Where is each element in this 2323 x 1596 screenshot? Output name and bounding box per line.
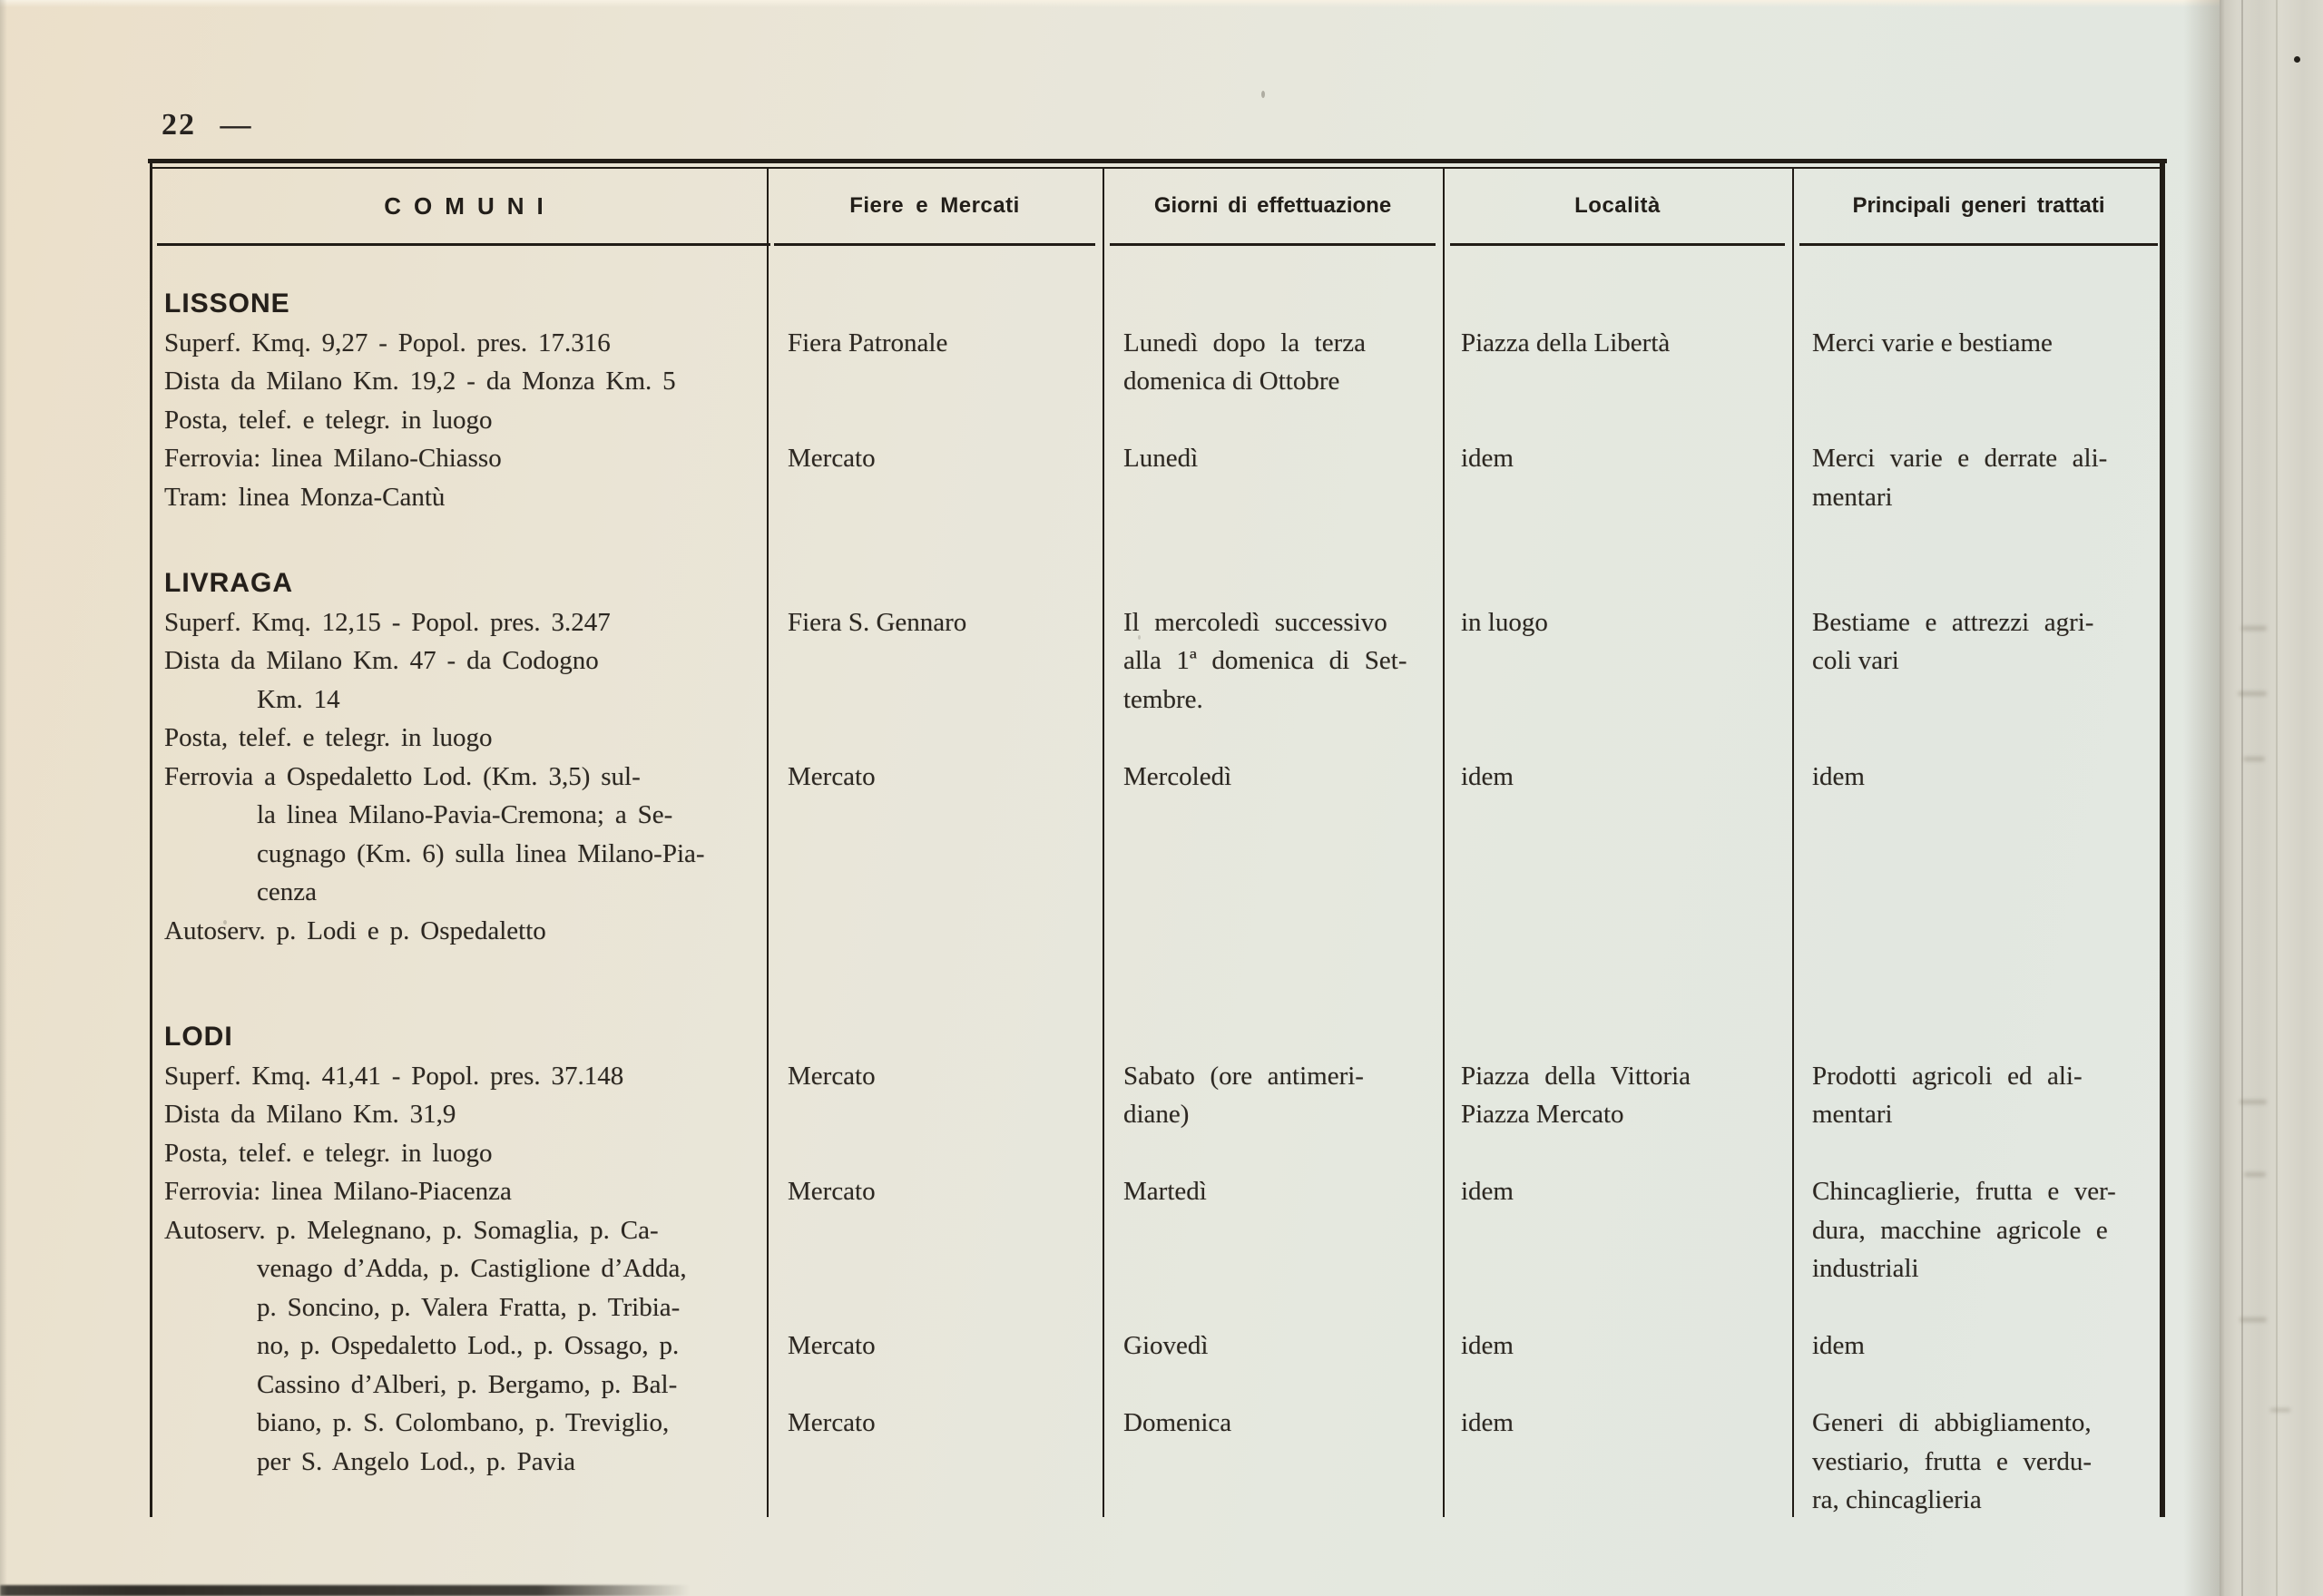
cell-line: Martedì: [1123, 1177, 1207, 1206]
info-line: cenza: [257, 877, 317, 906]
localita-cell: [1461, 439, 1780, 478]
cell-line: Giovedì: [1123, 1331, 1209, 1360]
info-line: biano, p. S. Colombano, p. Treviglio,: [257, 1408, 670, 1437]
header-cell-comuni: COMUNI: [157, 169, 770, 246]
comuni-column: [164, 1018, 756, 1481]
info-line: Dista da Milano Km. 31,9: [164, 1100, 456, 1129]
giorni-cell: [1123, 1172, 1434, 1211]
info-line: Dista da Milano Km. 47 - da Codogno: [164, 646, 599, 675]
localita-cell: [1461, 324, 1780, 363]
info-line: venago d’Adda, p. Castiglione d’Adda,: [257, 1254, 687, 1283]
fairs-markets-table: [150, 159, 2165, 1517]
generi-cell: [1812, 1057, 2162, 1134]
bleedthrough-mark: [2241, 626, 2267, 631]
cell-line: diane): [1123, 1100, 1190, 1129]
generi-cell: [1812, 324, 2162, 363]
info-line: Dista da Milano Km. 19,2 - da Monza Km. 5: [164, 367, 676, 396]
cell-line: alla 1ª domenica di Set-: [1123, 646, 1407, 675]
ink-dot: [2294, 56, 2300, 63]
cell-line: Generi di abbigliamento,: [1812, 1408, 2092, 1437]
cell-line: idem: [1461, 1177, 1514, 1206]
header-cell-localita: Località: [1450, 169, 1785, 246]
info-line: Posta, telef. e telegr. in luogo: [164, 723, 493, 752]
info-line: Autoserv. p. Melegnano, p. Somaglia, p. Ca-: [164, 1215, 659, 1245]
giorni-cell: [1123, 439, 1434, 478]
info-line: Superf. Kmq. 9,27 - Popol. pres. 17.316: [164, 328, 611, 357]
commune-name: LIVRAGA: [164, 568, 293, 598]
cell-line: tembre.: [1123, 684, 1203, 714]
info-line: Superf. Kmq. 41,41 - Popol. pres. 37.148: [164, 1061, 624, 1091]
photo-bottom-shadow: [0, 1585, 690, 1596]
info-line: Autoserv. p. Lodi e p. Ospedaletto: [164, 915, 546, 945]
cell-line: Mercato: [788, 761, 876, 791]
comuni-column: [164, 285, 756, 516]
localita-cell: [1461, 1404, 1780, 1443]
speck: [1138, 635, 1141, 640]
table-body: [150, 243, 2165, 1517]
generi-cell: [1812, 1404, 2162, 1520]
bleedthrough-mark: [2238, 691, 2267, 696]
info-line: Tram: linea Monza-Cantù: [164, 482, 446, 512]
fiera-cell: [788, 1404, 1093, 1443]
localita-cell: [1461, 603, 1780, 642]
localita-cell: [1461, 1172, 1780, 1211]
info-line: cugnago (Km. 6) sulla linea Milano-Pia-: [257, 838, 705, 868]
fiera-cell: [788, 758, 1093, 797]
info-line: Km. 14: [257, 684, 340, 714]
cell-line: mentari: [1812, 1100, 1893, 1129]
cell-line: Mercato: [788, 1408, 876, 1437]
cell-line: industriali: [1812, 1254, 1919, 1283]
info-line: Posta, telef. e telegr. in luogo: [164, 1138, 493, 1168]
bleedthrough-mark: [2240, 1317, 2267, 1322]
giorni-cell: [1123, 1404, 1434, 1443]
table-top-border: [148, 159, 2167, 163]
localita-cell: [1461, 1057, 1780, 1134]
commune-name: LISSONE: [164, 289, 290, 318]
comuni-column: [164, 564, 756, 950]
cell-line: in luogo: [1461, 607, 1548, 637]
fiera-cell: [788, 1327, 1093, 1366]
fiera-cell: [788, 1172, 1093, 1211]
info-line: Superf. Kmq. 12,15 - Popol. pres. 3.247: [164, 607, 611, 637]
fiera-cell: [788, 324, 1093, 363]
generi-cell: [1812, 758, 2162, 797]
bleedthrough-mark: [2243, 757, 2265, 761]
fiera-cell: [788, 439, 1093, 478]
info-line: per S. Angelo Lod., p. Pavia: [257, 1446, 576, 1476]
bleedthrough-mark: [2270, 1408, 2290, 1412]
fiera-cell: [788, 603, 1093, 642]
header-cell-fiere-e-mercati: Fiere e Mercati: [774, 169, 1095, 246]
cell-line: Piazza della Libertà: [1461, 328, 1671, 357]
giorni-cell: [1123, 603, 1434, 720]
cell-line: Lunedì: [1123, 444, 1199, 473]
speck: [223, 920, 227, 925]
info-line: Cassino d’Alberi, p. Bergamo, p. Bal-: [257, 1369, 678, 1399]
cell-line: Chincaglierie, frutta e ver-: [1812, 1177, 2116, 1206]
giorni-cell: [1123, 1057, 1434, 1134]
cell-line: Prodotti agricoli ed ali-: [1812, 1061, 2083, 1091]
info-line: Ferrovia: linea Milano-Piacenza: [164, 1177, 512, 1206]
cell-line: vestiario, frutta e verdu-: [1812, 1446, 2093, 1476]
giorni-cell: [1123, 324, 1434, 401]
info-line: Ferrovia: linea Milano-Chiasso: [164, 444, 502, 473]
bleedthrough-mark: [2240, 1100, 2267, 1104]
cell-line: Mercato: [788, 444, 876, 473]
cell-line: idem: [1461, 1408, 1514, 1437]
page-number: 22 —: [162, 108, 253, 142]
cell-line: Lunedì dopo la terza: [1123, 328, 1366, 357]
cell-line: idem: [1461, 1331, 1514, 1360]
cell-line: mentari: [1812, 482, 1893, 512]
info-line: no, p. Ospedaletto Lod., p. Ossago, p.: [257, 1331, 680, 1360]
info-line: Posta, telef. e telegr. in luogo: [164, 405, 493, 435]
fiera-cell: [788, 1057, 1093, 1096]
cell-line: Fiera S. Gennaro: [788, 607, 967, 637]
cell-line: Mercato: [788, 1331, 876, 1360]
info-line: Ferrovia a Ospedaletto Lod. (Km. 3,5) sul-: [164, 761, 641, 791]
giorni-cell: [1123, 758, 1434, 797]
cell-line: Sabato (ore antimeri-: [1123, 1061, 1364, 1091]
cell-line: domenica di Ottobre: [1123, 367, 1340, 396]
header-cell-giorni-di-effettuazione: Giorni di effettuazione: [1110, 169, 1436, 246]
cell-line: coli vari: [1812, 646, 1899, 675]
cell-line: idem: [1461, 761, 1514, 791]
page-edge-strip: [2220, 0, 2323, 1596]
cell-line: idem: [1461, 444, 1514, 473]
cell-line: Il mercoledì successivo: [1123, 607, 1387, 637]
localita-cell: [1461, 758, 1780, 797]
cell-line: Mercoledì: [1123, 761, 1232, 791]
generi-cell: [1812, 603, 2162, 681]
cell-line: idem: [1812, 1331, 1865, 1360]
cell-line: idem: [1812, 761, 1865, 791]
cell-line: Merci varie e bestiame: [1812, 328, 2053, 357]
info-line: la linea Milano-Pavia-Cremona; a Se-: [257, 800, 673, 829]
cell-line: Domenica: [1123, 1408, 1232, 1437]
cell-line: Mercato: [788, 1177, 876, 1206]
header-cell-principali-generi-trattati: Principali generi trattati: [1799, 169, 2158, 246]
generi-cell: [1812, 1327, 2162, 1366]
page-curl-shadow: [2183, 0, 2220, 1596]
cell-line: Mercato: [788, 1061, 876, 1091]
generi-cell: [1812, 439, 2162, 516]
cell-line: ra, chincaglieria: [1812, 1485, 1982, 1514]
generi-cell: [1812, 1172, 2162, 1288]
commune-name: LODI: [164, 1022, 233, 1052]
speck: [1261, 91, 1265, 98]
cell-line: Piazza della Vittoria: [1461, 1061, 1691, 1091]
giorni-cell: [1123, 1327, 1434, 1366]
localita-cell: [1461, 1327, 1780, 1366]
cell-line: Merci varie e derrate ali-: [1812, 444, 2108, 473]
bleedthrough-mark: [2244, 1172, 2266, 1177]
cell-line: Piazza Mercato: [1461, 1100, 1624, 1129]
cell-line: Bestiame e attrezzi agri-: [1812, 607, 2094, 637]
cell-line: dura, macchine agricole e: [1812, 1215, 2108, 1245]
info-line: p. Soncino, p. Valera Fratta, p. Tribia-: [257, 1292, 681, 1322]
table-header-row: [150, 169, 2165, 243]
cell-line: Fiera Patronale: [788, 328, 948, 357]
